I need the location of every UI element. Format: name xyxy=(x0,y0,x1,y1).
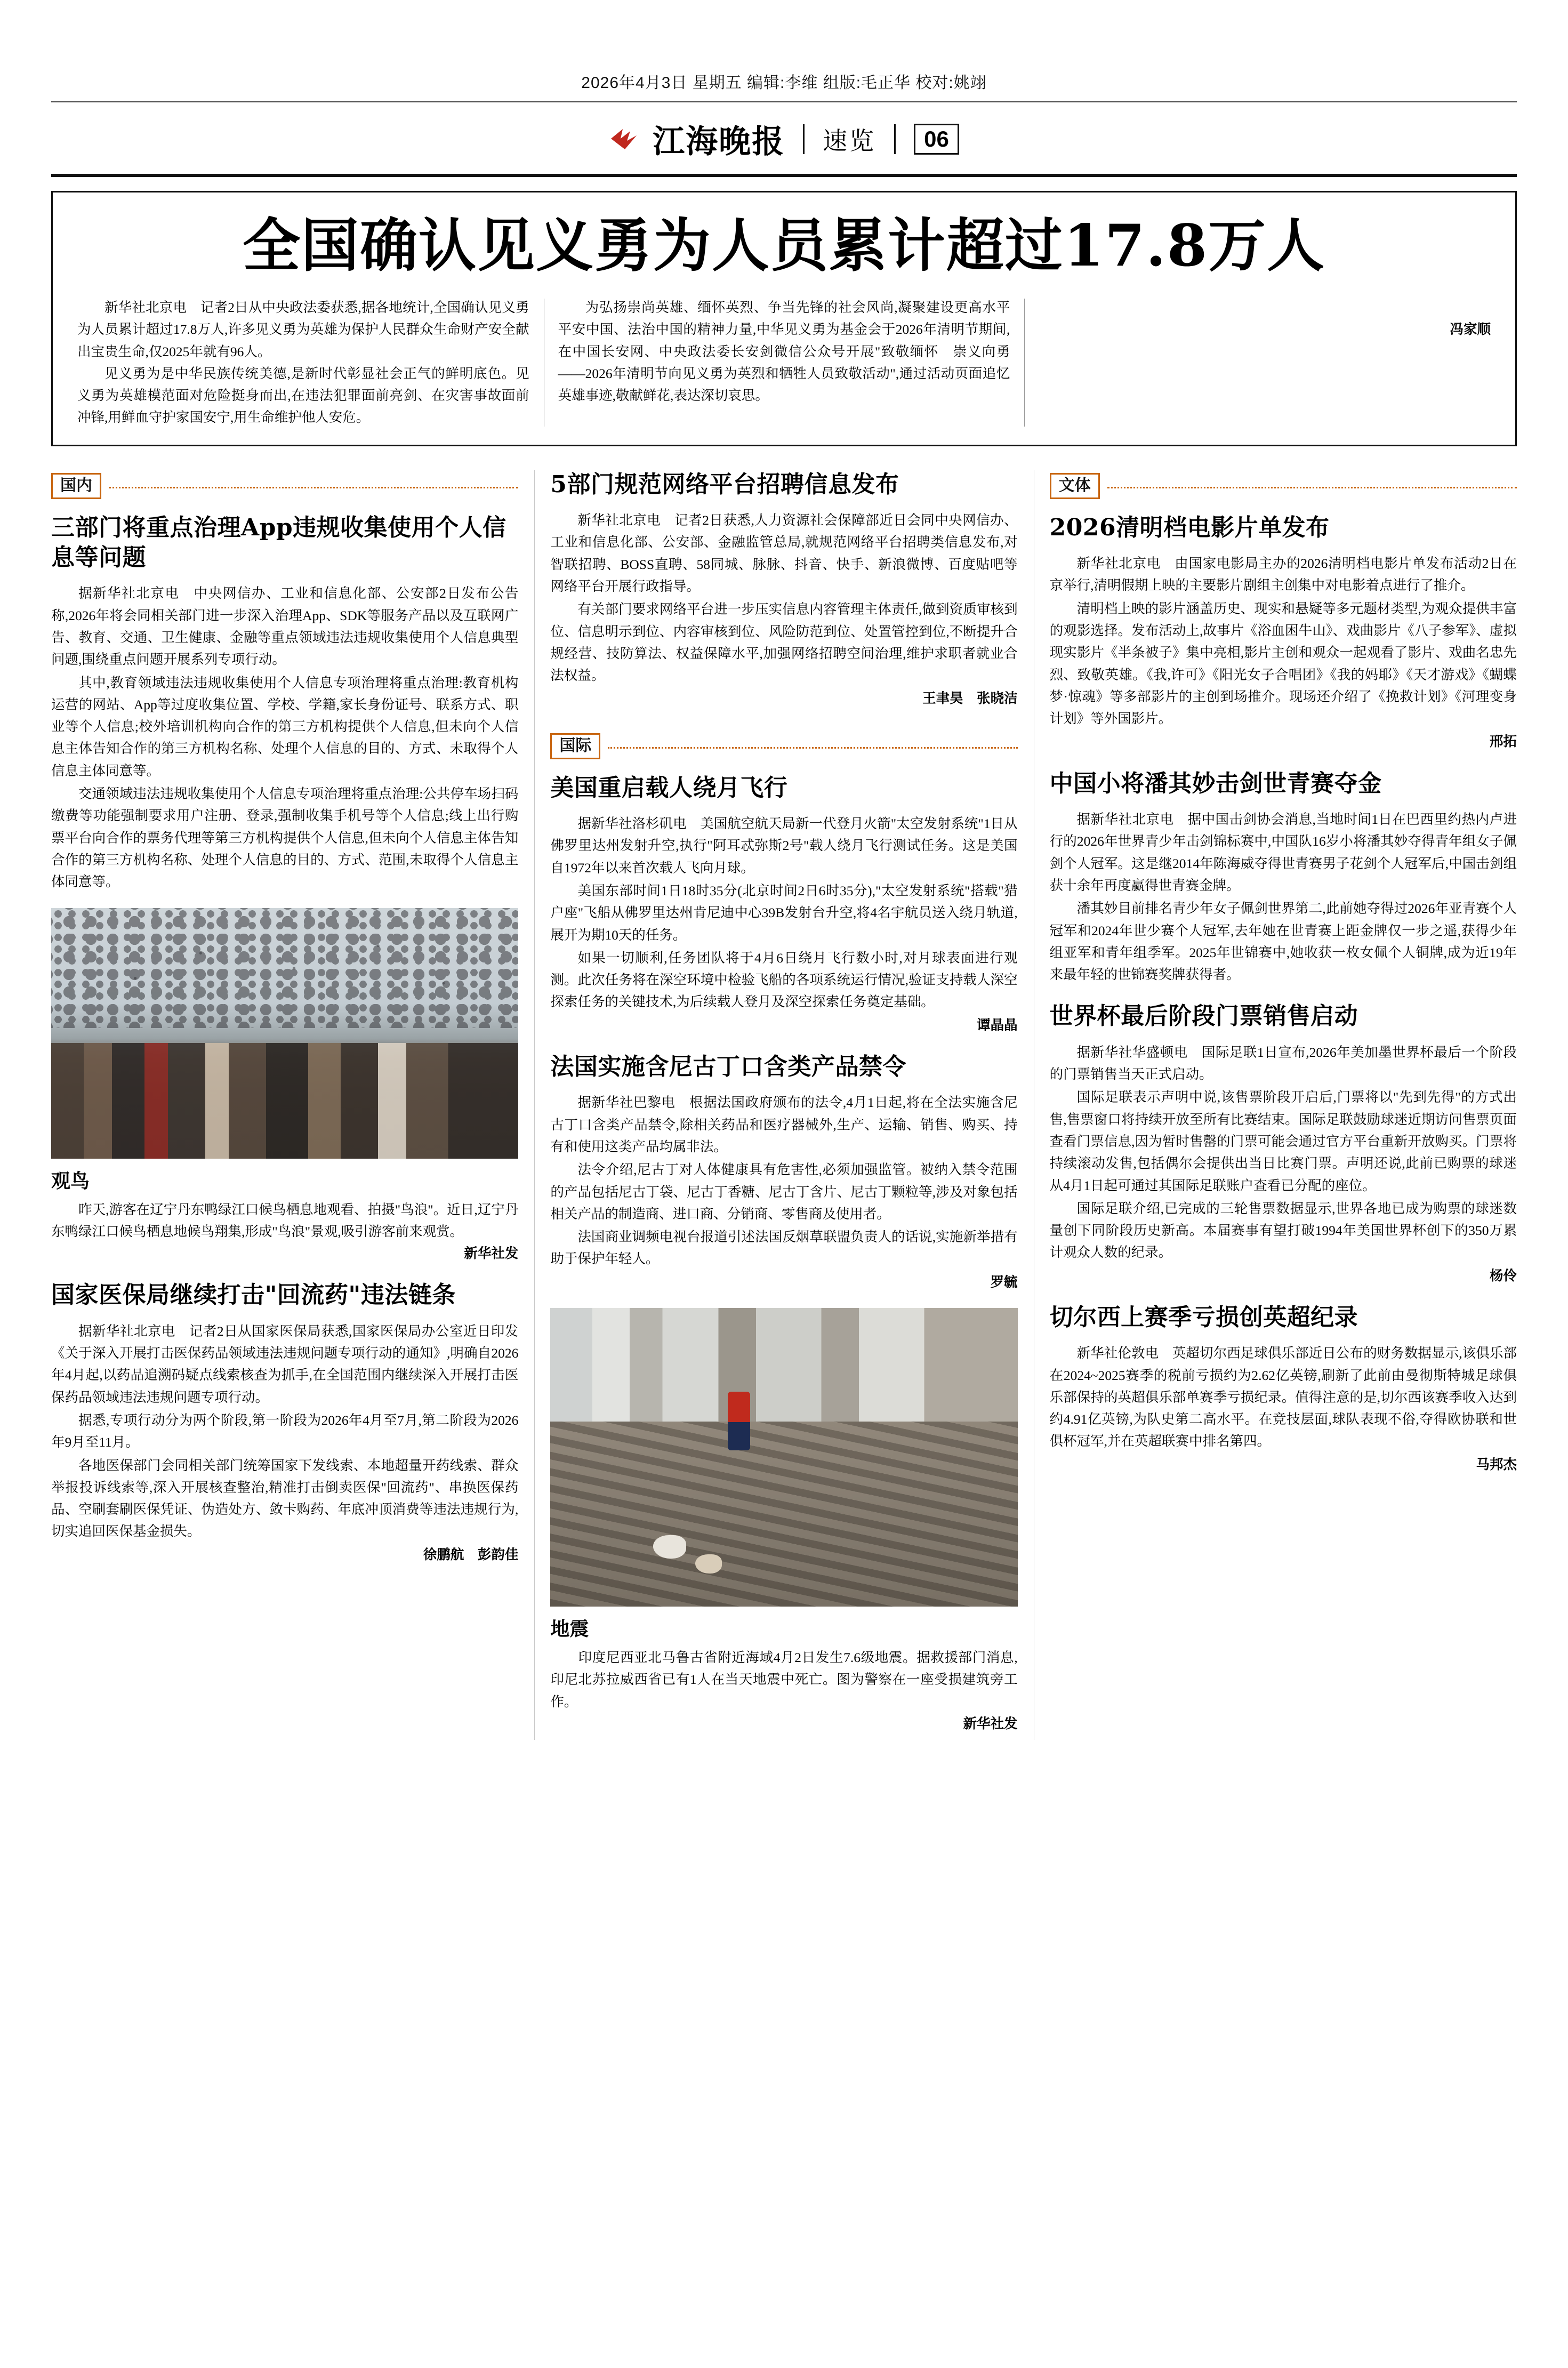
article-byline: 邢拓 xyxy=(1489,734,1517,750)
article-title: 国家医保局继续打击"回流药"违法链条 xyxy=(51,1281,456,1309)
article-paragraph: 美国东部时间1日18时35分(北京时间2日6时35分),"太空发射系统"搭载"猎户座"飞船从佛罗里达州肯尼迪中心39B发射台升空,将4名宇航员送入绕月轨道,展开为期10天的任务。 xyxy=(550,882,1018,943)
article-moon-mission xyxy=(550,773,1017,1036)
article-paragraph: 交通领域违法违规收集使用个人信息专项治理将重点治理:公共停车场扫码缴费等功能强制要求用户注册、登录,强制收集手机号等个人信息;线上出行购票平台向合作的票务代理等第三方机构提供个人信息,但未向个人信息主体告知合作的第三方机构名称、处理个人信息的目的、方式、范围,未取得个人信息主体同意等。 xyxy=(51,786,519,890)
photo-earthquake-image xyxy=(550,1308,1017,1607)
lead-paragraph: 见义勇为是中华民族传统美德,是新时代彰显社会正气的鲜明底色。见义勇为英雄模范面对危险挺身而出,在违法犯罪面前亮剑、在灾害事故面前冲锋,用鲜血守护家国安宁,用生命维护他人安危。 xyxy=(77,365,529,426)
article-paragraph: 据悉,专项行动分为两个阶段,第一阶段为2026年4月至7月,第二阶段为2026年9月至11月。 xyxy=(51,1412,519,1450)
photo-caption-title: 观鸟 xyxy=(51,1169,90,1192)
photo-figure-hen xyxy=(653,1535,686,1559)
lead-headline: 全国确认见义勇为人员累计超过17.8万人 xyxy=(242,212,1326,279)
photo-figure-hen-2 xyxy=(695,1554,722,1574)
article-paragraph: 新华社伦敦电 英超切尔西足球俱乐部近日公布的财务数据显示,该俱乐部在2024~2025赛季的税前亏损约为2.62亿英镑,刷新了此前由曼彻斯特城足球俱乐部保持的英超俱乐部单赛季亏损纪录。值得注意的是,切尔西该赛季收入达到约4.91亿英镑,为队史第二高水平。在竞技层面,球队表现不俗,夺得欧协联和世俱杯冠军,并在英超联赛中排名第四。 xyxy=(1049,1345,1517,1449)
article-paragraph: 各地医保部门会同相关部门统筹国家下发线索、本地超量开药线索、群众举报投诉线索等,深入开展核查整治,精准打击倒卖医保"回流药"、串换医保药品、空刷套刷医保凭证、伪造处方、敛卡购药、年底冲顶消费等违法违规行为,切实追回医保基金损失。 xyxy=(51,1457,519,1539)
article-title: 美国重启载人绕月飞行 xyxy=(550,774,788,801)
article-paragraph: 据新华社北京电 记者2日从国家医保局获悉,国家医保局办公室近日印发《关于深入开展打击医保药品领域违法违规问题专项行动的通知》,明确自2026年4月起,以药品追溯码疑点线索核查为抓手,在全国范围内继续深入开展打击医保药品领域违法违规问题专项行动。 xyxy=(51,1323,519,1405)
paper-logo-icon xyxy=(609,123,642,156)
section-tag-dots xyxy=(1107,487,1517,488)
article-paragraph: 如果一切顺利,任务团队将于4月6日绕月飞行数小时,对月球表面进行观测。此次任务将在深空环境中检验飞船的各项系统运行情况,验证支持载人深空探索任务的关键技术,为后续载人登月及深空探索任务奠定基础。 xyxy=(550,950,1018,1010)
article-recruit-platform xyxy=(550,470,1017,710)
article-title: 2026清明档电影片单发布 xyxy=(1049,513,1330,541)
photo-caption-text: 昨天,游客在辽宁丹东鸭绿江口候鸟栖息地观看、拍摄"鸟浪"。近日,辽宁丹东鸭绿江口候鸟栖息地候鸟翔集,形成"鸟浪"景观,吸引游客前来观赏。 xyxy=(51,1201,519,1239)
section-tag-domestic xyxy=(51,473,518,499)
page-number: 06 xyxy=(914,124,959,155)
section-tag-dots xyxy=(109,487,518,488)
lead-columns xyxy=(77,296,1491,429)
article-paragraph: 有关部门要求网络平台进一步压实信息内容管理主体责任,做到资质审核到位、信息明示到位、内容审核到位、风险防范到位、处置管控到位,不断提升合规经营、技防算法、权益保障水平,加强网络招聘空间治理,维护求职者就业合法权益。 xyxy=(550,601,1018,684)
article-app-privacy xyxy=(51,513,518,893)
article-title: 切尔西上赛季亏损创英超纪录 xyxy=(1049,1303,1358,1331)
article-byline: 罗毓 xyxy=(990,1274,1018,1290)
article-title: 三部门将重点治理App违规收集使用个人信息等问题 xyxy=(51,513,506,572)
lead-byline: 冯家顺 xyxy=(1450,322,1491,338)
article-paragraph: 法国商业调频电视台报道引述法国反烟草联盟负责人的话说,实施新举措有助于保护年轻人。 xyxy=(550,1229,1018,1267)
section-tag-label: 文体 xyxy=(1050,473,1100,499)
section-tag-dots xyxy=(608,747,1017,749)
article-byline: 谭晶晶 xyxy=(977,1017,1018,1033)
lead-story xyxy=(51,191,1517,446)
masthead-separator-2 xyxy=(894,124,896,154)
photo-birds-image xyxy=(51,908,518,1159)
section-tag-international xyxy=(550,733,1017,759)
column-right xyxy=(1050,470,1517,1740)
lead-col-1 xyxy=(77,296,529,429)
article-title: 法国实施含尼古丁口含类产品禁令 xyxy=(550,1053,906,1080)
photo-figure-person xyxy=(728,1392,750,1450)
paper-name: 江海晚报 xyxy=(653,123,785,160)
article-paragraph: 据新华社北京电 据中国击剑协会消息,当地时间1日在巴西里约热内卢进行的2026年世界青少年击剑锦标赛中,中国队16岁小将潘其妙夺得青年组女子佩剑个人冠军。这是继2014年陈海威夺得世青赛男子花剑个人冠军后,中国击剑组获十余年再度赢得世青赛金牌。 xyxy=(1049,812,1517,893)
article-title: 世界杯最后阶段门票销售启动 xyxy=(1049,1002,1358,1030)
article-paragraph: 法令介绍,尼古丁对人体健康具有危害性,必须加强监管。被纳入禁令范围的产品包括尼古丁袋、尼古丁香糖、尼古丁含片、尼古丁颗粒等,涉及对象包括相关产品的制造商、进口商、分销商、零售商及使用者。 xyxy=(550,1162,1018,1222)
section-tag-culture xyxy=(1050,473,1517,499)
article-paragraph: 新华社北京电 记者2日获悉,人力资源社会保障部近日会同中央网信办、工业和信息化部、公安部、金融监管总局,就规范网络平台招聘类信息发布,对智联招聘、BOSS直聘、58同城、脉脉、抖音、快手、新浪微博、百度贴吧等网络平台开展行政指导。 xyxy=(550,512,1018,594)
issue-info-line: 2026年4月3日 星期五 编辑:李维 组版:毛正华 校对:姚翊 xyxy=(581,74,987,92)
article-paragraph: 国际足联介绍,已完成的三轮售票数据显示,世界各地已成为购票的球迷数量创下同阶段历史新高。本届赛事有望打破1994年美国世界杯创下的350万累计观众人数的纪录。 xyxy=(1049,1200,1517,1261)
article-byline: 杨伶 xyxy=(1489,1267,1517,1283)
photo-credit: 新华社发 xyxy=(963,1715,1018,1731)
lead-col-2 xyxy=(558,296,1010,429)
article-chelsea-loss xyxy=(1050,1303,1517,1475)
photo-birds xyxy=(51,908,518,1265)
column-center xyxy=(550,470,1017,1740)
article-byline: 王聿昊 张晓洁 xyxy=(922,691,1018,707)
lead-paragraph-cont xyxy=(1039,296,1491,318)
article-title: 中国小将潘其妙击剑世青赛夺金 xyxy=(1049,769,1382,797)
section-tag-label: 国内 xyxy=(51,473,101,499)
photo-caption-text: 印度尼西亚北马鲁古省附近海域4月2日发生7.6级地震。据救援部门消息,印尼北苏拉威西省已有1人在当天地震中死亡。图为警察在一座受损建筑旁工作。 xyxy=(550,1649,1018,1709)
lead-paragraph: 为弘扬崇尚英雄、缅怀英烈、争当先锋的社会风尚,凝聚建设更高水平平安中国、法治中国的精神力量,中华见义勇为基金会于2026年清明节期间,在中国长安网、中央政法委长安剑微信公众号开展"致敬缅怀 崇义向勇——2026年清明节向见义勇为英烈和牺牲人员致敬活动",通过活动页面追忆英雄事迹,敬献鲜花,表达深切哀思。 xyxy=(558,299,1010,404)
lead-paragraph: 新华社北京电 记者2日从中央政法委获悉,据各地统计,全国确认见义勇为人员累计超过17.8万人,许多见义勇为英雄为保护人民群众生命财产安全献出宝贵生命,仅2025年就有96人。 xyxy=(77,299,529,359)
lead-col-3 xyxy=(1039,296,1491,429)
article-paragraph: 据新华社北京电 中央网信办、工业和信息化部、公安部2日发布公告称,2026年将会同相关部门进一步深入治理App、SDK等服务产品以及互联网广告、教育、交通、卫生健康、金融等重点领域违法违规收集使用个人信息典型问题,围绕重点问题开展系列专项行动。 xyxy=(51,585,519,668)
article-worldcup-tickets xyxy=(1050,1001,1517,1287)
photo-credit: 新华社发 xyxy=(464,1246,519,1262)
article-nicotine-ban xyxy=(550,1052,1017,1293)
masthead-logo-row xyxy=(51,102,1517,174)
article-medical-insurance xyxy=(51,1280,518,1566)
section-name: 速览 xyxy=(823,126,877,155)
article-paragraph: 据新华社洛杉矶电 美国航空航天局新一代登月火箭"太空发射系统"1日从佛罗里达州发射升空,执行"阿耳忒弥斯2号"载人绕月飞行测试任务。这是美国自1972年以来首次载人飞向月球。 xyxy=(550,816,1018,876)
article-paragraph: 据新华社巴黎电 根据法国政府颁布的法令,4月1日起,将在全法实施含尼古丁口含类产品禁令,除相关药品和医疗器械外,生产、运输、销售、购买、持有和使用这类产品均属非法。 xyxy=(550,1095,1018,1154)
section-tag-label: 国际 xyxy=(550,733,600,759)
article-byline: 马邦杰 xyxy=(1476,1456,1517,1472)
article-paragraph: 其中,教育领域违法违规收集使用个人信息专项治理将重点治理:教育机构运营的网站、App等过度收集位置、学校、学籍,家长身份证号、联系方式、职业等个人信息;校外培训机构向合作的第三方机构提供个人信息,但未向个人信息主体告知合作的第三方机构名称、处理个人信息的目的、方式、未取得个人信息主体同意等。 xyxy=(51,675,519,778)
article-fencing-gold xyxy=(1050,769,1517,986)
article-paragraph: 潘其妙目前排名青少年女子佩剑世界第二,此前她夺得过2026年亚青赛个人冠军和2024年世少赛个人冠军,去年她在世青赛上距金牌仅一步之遥,获得少年组亚军和青年组季军。2025年世锦赛中,她收获一枚女佩个人铜牌,成为近19年来最年轻的世锦赛奖牌获得者。 xyxy=(1049,901,1517,983)
article-paragraph: 新华社北京电 由国家电影局主办的2026清明档电影片单发布活动2日在京举行,清明假期上映的主要影片剧组主创集中对电影着点进行了推介。 xyxy=(1049,556,1517,593)
photo-earthquake xyxy=(550,1308,1017,1735)
masthead-double-rule xyxy=(51,174,1517,177)
article-byline: 徐鹏航 彭韵佳 xyxy=(423,1546,519,1562)
article-paragraph: 清明档上映的影片涵盖历史、现实和悬疑等多元题材类型,为观众提供丰富的观影选择。发布活动上,故事片《浴血困牛山》、戏曲影片《八子参军》、虚拟现实影片《半条被子》集中亮相,影片主创和观众一起观看了影片、戏曲名忠先烈、致敬英雄。《我,许可》《阳光女子合唱团》《我的妈耶》《天才游戏》《蝴蝶梦·惊魂》等多部影片的主创到场推介。现场还介绍了《挽救计划》《河理变身计划》等外国影片。 xyxy=(1049,600,1517,727)
photo-caption-title: 地震 xyxy=(550,1617,589,1640)
column-left xyxy=(51,470,518,1740)
article-title: 5部门规范网络平台招聘信息发布 xyxy=(550,470,899,498)
article-paragraph: 国际足联表示声明中说,该售票阶段开启后,门票将以"先到先得"的方式出售,售票窗口将持续开放至所有比赛结束。国际足联鼓励球迷近期访问售票页面查看门票信息,因为暂时售罄的门票可能会通过官方平台重新开放购买。门票将持续滚动发售,包括偶尔会提供出当日比赛门票。声明还说,此前已购票的球迷从4月1日起可通过其国际足联账户查看已分配的座位。 xyxy=(1049,1089,1517,1193)
article-film-lineup xyxy=(1050,513,1517,753)
body-columns xyxy=(51,470,1517,1740)
article-paragraph: 据新华社华盛顿电 国际足联1日宣布,2026年美加墨世界杯最后一个阶段的门票销售当天正式启动。 xyxy=(1049,1044,1517,1082)
masthead-separator xyxy=(803,124,805,154)
